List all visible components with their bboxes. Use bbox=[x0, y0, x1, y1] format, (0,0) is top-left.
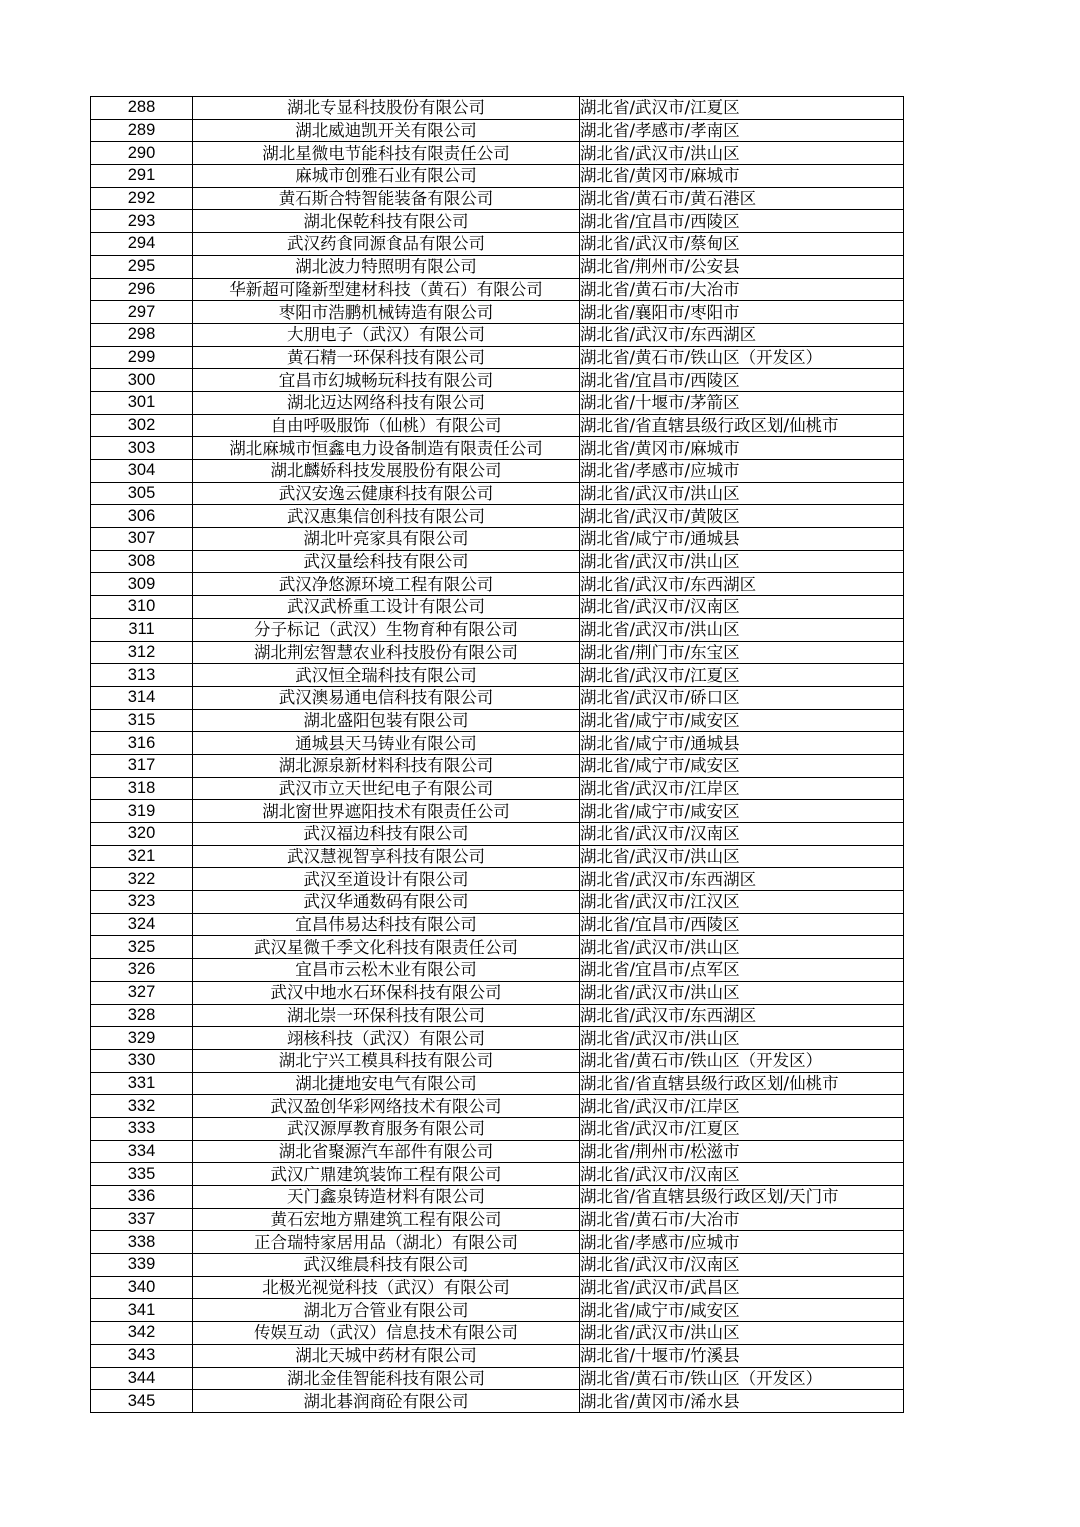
table-row bbox=[91, 460, 904, 483]
table-row bbox=[91, 165, 904, 188]
row-number-cell: 321 bbox=[91, 845, 193, 868]
table-row bbox=[91, 754, 904, 777]
table-row bbox=[91, 1095, 904, 1118]
location-cell: 湖北省/武汉市/洪山区 bbox=[580, 482, 904, 505]
location-cell: 湖北省/咸宁市/通城县 bbox=[580, 528, 904, 551]
location-cell: 湖北省/宜昌市/西陵区 bbox=[580, 369, 904, 392]
company-name-cell: 湖北专显科技股份有限公司 bbox=[193, 97, 580, 120]
row-number-cell: 309 bbox=[91, 573, 193, 596]
table-row bbox=[91, 323, 904, 346]
company-name-cell: 黄石斯合特智能装备有限公司 bbox=[193, 187, 580, 210]
company-name-cell: 武汉源厚教育服务有限公司 bbox=[193, 1117, 580, 1140]
company-name-cell: 武汉星微千季文化科技有限责任公司 bbox=[193, 936, 580, 959]
row-number-cell: 343 bbox=[91, 1344, 193, 1367]
company-name-cell: 湖北窗世界遮阳技术有限责任公司 bbox=[193, 800, 580, 823]
location-cell: 湖北省/武汉市/硚口区 bbox=[580, 686, 904, 709]
company-name-cell: 天门鑫泉铸造材料有限公司 bbox=[193, 1186, 580, 1209]
location-cell: 湖北省/十堰市/茅箭区 bbox=[580, 391, 904, 414]
company-name-cell: 湖北威迪凯开关有限公司 bbox=[193, 119, 580, 142]
location-cell: 湖北省/咸宁市/通城县 bbox=[580, 732, 904, 755]
location-cell: 湖北省/武汉市/东西湖区 bbox=[580, 1004, 904, 1027]
row-number-cell: 317 bbox=[91, 754, 193, 777]
table-row bbox=[91, 369, 904, 392]
table-row bbox=[91, 210, 904, 233]
company-name-cell: 湖北源泉新材料科技有限公司 bbox=[193, 754, 580, 777]
company-name-cell: 湖北万合管业有限公司 bbox=[193, 1299, 580, 1322]
row-number-cell: 295 bbox=[91, 255, 193, 278]
location-cell: 湖北省/孝感市/应城市 bbox=[580, 460, 904, 483]
row-number-cell: 329 bbox=[91, 1027, 193, 1050]
location-cell: 湖北省/武汉市/汉南区 bbox=[580, 823, 904, 846]
company-name-cell: 湖北碁润商砼有限公司 bbox=[193, 1390, 580, 1413]
location-cell: 湖北省/黄冈市/浠水县 bbox=[580, 1390, 904, 1413]
table-row bbox=[91, 959, 904, 982]
row-number-cell: 288 bbox=[91, 97, 193, 120]
company-name-cell: 宜昌市云松木业有限公司 bbox=[193, 959, 580, 982]
company-name-cell: 武汉安逸云健康科技有限公司 bbox=[193, 482, 580, 505]
company-name-cell: 武汉惠集信创科技有限公司 bbox=[193, 505, 580, 528]
location-cell: 湖北省/武汉市/黄陂区 bbox=[580, 505, 904, 528]
location-cell: 湖北省/咸宁市/咸安区 bbox=[580, 1299, 904, 1322]
location-cell: 湖北省/黄石市/黄石港区 bbox=[580, 187, 904, 210]
location-cell: 湖北省/咸宁市/咸安区 bbox=[580, 754, 904, 777]
location-cell: 湖北省/武汉市/洪山区 bbox=[580, 1322, 904, 1345]
table-row bbox=[91, 1186, 904, 1209]
row-number-cell: 314 bbox=[91, 686, 193, 709]
row-number-cell: 345 bbox=[91, 1390, 193, 1413]
row-number-cell: 303 bbox=[91, 437, 193, 460]
row-number-cell: 325 bbox=[91, 936, 193, 959]
company-name-cell: 正合瑞特家居用品（湖北）有限公司 bbox=[193, 1231, 580, 1254]
company-name-cell: 自由呼吸服饰（仙桃）有限公司 bbox=[193, 414, 580, 437]
row-number-cell: 290 bbox=[91, 142, 193, 165]
table-row bbox=[91, 1140, 904, 1163]
location-cell: 湖北省/黄石市/大冶市 bbox=[580, 278, 904, 301]
row-number-cell: 307 bbox=[91, 528, 193, 551]
row-number-cell: 327 bbox=[91, 981, 193, 1004]
location-cell: 湖北省/武汉市/汉南区 bbox=[580, 1254, 904, 1277]
table-row bbox=[91, 981, 904, 1004]
location-cell: 湖北省/黄石市/大冶市 bbox=[580, 1208, 904, 1231]
table-row bbox=[91, 936, 904, 959]
table-row bbox=[91, 391, 904, 414]
company-name-cell: 武汉慧视智享科技有限公司 bbox=[193, 845, 580, 868]
table-row bbox=[91, 664, 904, 687]
table-row bbox=[91, 1390, 904, 1413]
table-row bbox=[91, 1072, 904, 1095]
location-cell: 湖北省/荆州市/松滋市 bbox=[580, 1140, 904, 1163]
location-cell: 湖北省/省直辖县级行政区划/仙桃市 bbox=[580, 1072, 904, 1095]
row-number-cell: 331 bbox=[91, 1072, 193, 1095]
company-name-cell: 湖北麻城市恒鑫电力设备制造有限责任公司 bbox=[193, 437, 580, 460]
company-name-cell: 湖北迈达网络科技有限公司 bbox=[193, 391, 580, 414]
row-number-cell: 323 bbox=[91, 891, 193, 914]
company-name-cell: 武汉中地水石环保科技有限公司 bbox=[193, 981, 580, 1004]
company-name-cell: 宜昌伟易达科技有限公司 bbox=[193, 913, 580, 936]
row-number-cell: 315 bbox=[91, 709, 193, 732]
location-cell: 湖北省/荆州市/公安县 bbox=[580, 255, 904, 278]
row-number-cell: 291 bbox=[91, 165, 193, 188]
table-row bbox=[91, 1231, 904, 1254]
table-row bbox=[91, 414, 904, 437]
company-name-cell: 黄石精一环保科技有限公司 bbox=[193, 346, 580, 369]
row-number-cell: 292 bbox=[91, 187, 193, 210]
company-name-cell: 武汉至道设计有限公司 bbox=[193, 868, 580, 891]
row-number-cell: 318 bbox=[91, 777, 193, 800]
location-cell: 湖北省/武汉市/洪山区 bbox=[580, 1027, 904, 1050]
table-row bbox=[91, 596, 904, 619]
company-table-body bbox=[91, 97, 904, 1413]
location-cell: 湖北省/黄石市/铁山区（开发区） bbox=[580, 1049, 904, 1072]
company-name-cell: 翊核科技（武汉）有限公司 bbox=[193, 1027, 580, 1050]
table-row bbox=[91, 686, 904, 709]
table-row bbox=[91, 1117, 904, 1140]
company-name-cell: 武汉净悠源环境工程有限公司 bbox=[193, 573, 580, 596]
table-row bbox=[91, 868, 904, 891]
company-name-cell: 湖北崇一环保科技有限公司 bbox=[193, 1004, 580, 1027]
company-name-cell: 湖北盛阳包装有限公司 bbox=[193, 709, 580, 732]
location-cell: 湖北省/十堰市/竹溪县 bbox=[580, 1344, 904, 1367]
table-row bbox=[91, 97, 904, 120]
location-cell: 湖北省/武汉市/东西湖区 bbox=[580, 573, 904, 596]
row-number-cell: 319 bbox=[91, 800, 193, 823]
row-number-cell: 308 bbox=[91, 550, 193, 573]
table-row bbox=[91, 1163, 904, 1186]
table-row bbox=[91, 528, 904, 551]
company-name-cell: 湖北星微电节能科技有限责任公司 bbox=[193, 142, 580, 165]
table-row bbox=[91, 1254, 904, 1277]
location-cell: 湖北省/孝感市/孝南区 bbox=[580, 119, 904, 142]
table-row bbox=[91, 233, 904, 256]
row-number-cell: 320 bbox=[91, 823, 193, 846]
table-row bbox=[91, 278, 904, 301]
company-name-cell: 湖北波力特照明有限公司 bbox=[193, 255, 580, 278]
table-row bbox=[91, 823, 904, 846]
location-cell: 湖北省/襄阳市/枣阳市 bbox=[580, 301, 904, 324]
location-cell: 湖北省/武汉市/江岸区 bbox=[580, 1095, 904, 1118]
row-number-cell: 289 bbox=[91, 119, 193, 142]
row-number-cell: 342 bbox=[91, 1322, 193, 1345]
location-cell: 湖北省/宜昌市/西陵区 bbox=[580, 913, 904, 936]
location-cell: 湖北省/武汉市/洪山区 bbox=[580, 981, 904, 1004]
row-number-cell: 297 bbox=[91, 301, 193, 324]
location-cell: 湖北省/黄冈市/麻城市 bbox=[580, 437, 904, 460]
row-number-cell: 326 bbox=[91, 959, 193, 982]
location-cell: 湖北省/咸宁市/咸安区 bbox=[580, 709, 904, 732]
location-cell: 湖北省/武汉市/江夏区 bbox=[580, 1117, 904, 1140]
table-row bbox=[91, 119, 904, 142]
table-row bbox=[91, 1322, 904, 1345]
row-number-cell: 328 bbox=[91, 1004, 193, 1027]
table-row bbox=[91, 550, 904, 573]
location-cell: 湖北省/黄冈市/麻城市 bbox=[580, 165, 904, 188]
location-cell: 湖北省/武汉市/洪山区 bbox=[580, 142, 904, 165]
table-row bbox=[91, 187, 904, 210]
row-number-cell: 333 bbox=[91, 1117, 193, 1140]
table-row bbox=[91, 482, 904, 505]
table-row bbox=[91, 505, 904, 528]
table-row bbox=[91, 777, 904, 800]
location-cell: 湖北省/武汉市/洪山区 bbox=[580, 936, 904, 959]
row-number-cell: 332 bbox=[91, 1095, 193, 1118]
table-row bbox=[91, 709, 904, 732]
table-row bbox=[91, 732, 904, 755]
table-row bbox=[91, 1276, 904, 1299]
location-cell: 湖北省/武汉市/洪山区 bbox=[580, 618, 904, 641]
table-row bbox=[91, 142, 904, 165]
table-row bbox=[91, 1367, 904, 1390]
company-name-cell: 分子标记（武汉）生物育种有限公司 bbox=[193, 618, 580, 641]
company-name-cell: 湖北捷地安电气有限公司 bbox=[193, 1072, 580, 1095]
table-row bbox=[91, 1208, 904, 1231]
row-number-cell: 310 bbox=[91, 596, 193, 619]
table-row bbox=[91, 573, 904, 596]
company-name-cell: 麻城市创雅石业有限公司 bbox=[193, 165, 580, 188]
row-number-cell: 339 bbox=[91, 1254, 193, 1277]
table-row bbox=[91, 913, 904, 936]
location-cell: 湖北省/咸宁市/咸安区 bbox=[580, 800, 904, 823]
row-number-cell: 313 bbox=[91, 664, 193, 687]
company-name-cell: 武汉盈创华彩网络技术有限公司 bbox=[193, 1095, 580, 1118]
table-row bbox=[91, 891, 904, 914]
company-name-cell: 湖北叶亮家具有限公司 bbox=[193, 528, 580, 551]
row-number-cell: 344 bbox=[91, 1367, 193, 1390]
row-number-cell: 341 bbox=[91, 1299, 193, 1322]
company-name-cell: 湖北天城中药材有限公司 bbox=[193, 1344, 580, 1367]
row-number-cell: 311 bbox=[91, 618, 193, 641]
company-name-cell: 武汉维晨科技有限公司 bbox=[193, 1254, 580, 1277]
location-cell: 湖北省/黄石市/铁山区（开发区） bbox=[580, 1367, 904, 1390]
company-name-cell: 武汉武桥重工设计有限公司 bbox=[193, 596, 580, 619]
location-cell: 湖北省/省直辖县级行政区划/天门市 bbox=[580, 1186, 904, 1209]
location-cell: 湖北省/宜昌市/点军区 bbox=[580, 959, 904, 982]
company-name-cell: 传娱互动（武汉）信息技术有限公司 bbox=[193, 1322, 580, 1345]
company-name-cell: 湖北麟娇科技发展股份有限公司 bbox=[193, 460, 580, 483]
location-cell: 湖北省/武汉市/江夏区 bbox=[580, 664, 904, 687]
location-cell: 湖北省/武汉市/蔡甸区 bbox=[580, 233, 904, 256]
row-number-cell: 304 bbox=[91, 460, 193, 483]
table-row bbox=[91, 800, 904, 823]
row-number-cell: 322 bbox=[91, 868, 193, 891]
row-number-cell: 330 bbox=[91, 1049, 193, 1072]
company-name-cell: 枣阳市浩鹏机械铸造有限公司 bbox=[193, 301, 580, 324]
company-name-cell: 武汉澳易通电信科技有限公司 bbox=[193, 686, 580, 709]
company-name-cell: 武汉广鼎建筑装饰工程有限公司 bbox=[193, 1163, 580, 1186]
row-number-cell: 296 bbox=[91, 278, 193, 301]
company-table bbox=[90, 96, 904, 1413]
location-cell: 湖北省/黄石市/铁山区（开发区） bbox=[580, 346, 904, 369]
company-name-cell: 宜昌市幻城畅玩科技有限公司 bbox=[193, 369, 580, 392]
table-row bbox=[91, 1027, 904, 1050]
row-number-cell: 299 bbox=[91, 346, 193, 369]
location-cell: 湖北省/武汉市/东西湖区 bbox=[580, 868, 904, 891]
location-cell: 湖北省/荆门市/东宝区 bbox=[580, 641, 904, 664]
table-row bbox=[91, 1344, 904, 1367]
row-number-cell: 340 bbox=[91, 1276, 193, 1299]
row-number-cell: 293 bbox=[91, 210, 193, 233]
location-cell: 湖北省/武汉市/汉南区 bbox=[580, 1163, 904, 1186]
row-number-cell: 298 bbox=[91, 323, 193, 346]
row-number-cell: 338 bbox=[91, 1231, 193, 1254]
table-row bbox=[91, 1299, 904, 1322]
company-name-cell: 湖北宁兴工模具科技有限公司 bbox=[193, 1049, 580, 1072]
company-name-cell: 武汉福边科技有限公司 bbox=[193, 823, 580, 846]
company-name-cell: 大朋电子（武汉）有限公司 bbox=[193, 323, 580, 346]
company-name-cell: 黄石宏地方鼎建筑工程有限公司 bbox=[193, 1208, 580, 1231]
company-name-cell: 武汉药食同源食品有限公司 bbox=[193, 233, 580, 256]
table-row bbox=[91, 346, 904, 369]
company-name-cell: 湖北省聚源汽车部件有限公司 bbox=[193, 1140, 580, 1163]
location-cell: 湖北省/武汉市/洪山区 bbox=[580, 550, 904, 573]
location-cell: 湖北省/武汉市/洪山区 bbox=[580, 845, 904, 868]
row-number-cell: 312 bbox=[91, 641, 193, 664]
company-name-cell: 武汉市立天世纪电子有限公司 bbox=[193, 777, 580, 800]
row-number-cell: 335 bbox=[91, 1163, 193, 1186]
location-cell: 湖北省/武汉市/武昌区 bbox=[580, 1276, 904, 1299]
table-row bbox=[91, 301, 904, 324]
table-row bbox=[91, 437, 904, 460]
row-number-cell: 300 bbox=[91, 369, 193, 392]
location-cell: 湖北省/孝感市/应城市 bbox=[580, 1231, 904, 1254]
row-number-cell: 302 bbox=[91, 414, 193, 437]
location-cell: 湖北省/武汉市/汉南区 bbox=[580, 596, 904, 619]
table-row bbox=[91, 618, 904, 641]
row-number-cell: 334 bbox=[91, 1140, 193, 1163]
company-name-cell: 武汉恒全瑞科技有限公司 bbox=[193, 664, 580, 687]
location-cell: 湖北省/武汉市/东西湖区 bbox=[580, 323, 904, 346]
row-number-cell: 294 bbox=[91, 233, 193, 256]
location-cell: 湖北省/武汉市/江岸区 bbox=[580, 777, 904, 800]
table-row bbox=[91, 1049, 904, 1072]
company-name-cell: 湖北荆宏智慧农业科技股份有限公司 bbox=[193, 641, 580, 664]
row-number-cell: 301 bbox=[91, 391, 193, 414]
company-name-cell: 武汉华通数码有限公司 bbox=[193, 891, 580, 914]
company-name-cell: 湖北保乾科技有限公司 bbox=[193, 210, 580, 233]
company-name-cell: 湖北金佳智能科技有限公司 bbox=[193, 1367, 580, 1390]
row-number-cell: 316 bbox=[91, 732, 193, 755]
company-name-cell: 北极光视觉科技（武汉）有限公司 bbox=[193, 1276, 580, 1299]
table-row bbox=[91, 1004, 904, 1027]
location-cell: 湖北省/宜昌市/西陵区 bbox=[580, 210, 904, 233]
row-number-cell: 337 bbox=[91, 1208, 193, 1231]
location-cell: 湖北省/武汉市/江汉区 bbox=[580, 891, 904, 914]
company-name-cell: 通城县天马铸业有限公司 bbox=[193, 732, 580, 755]
company-name-cell: 武汉量绘科技有限公司 bbox=[193, 550, 580, 573]
table-row bbox=[91, 845, 904, 868]
table-row bbox=[91, 255, 904, 278]
location-cell: 湖北省/省直辖县级行政区划/仙桃市 bbox=[580, 414, 904, 437]
row-number-cell: 305 bbox=[91, 482, 193, 505]
row-number-cell: 336 bbox=[91, 1186, 193, 1209]
row-number-cell: 324 bbox=[91, 913, 193, 936]
company-name-cell: 华新超可隆新型建材科技（黄石）有限公司 bbox=[193, 278, 580, 301]
row-number-cell: 306 bbox=[91, 505, 193, 528]
table-row bbox=[91, 641, 904, 664]
location-cell: 湖北省/武汉市/江夏区 bbox=[580, 97, 904, 120]
